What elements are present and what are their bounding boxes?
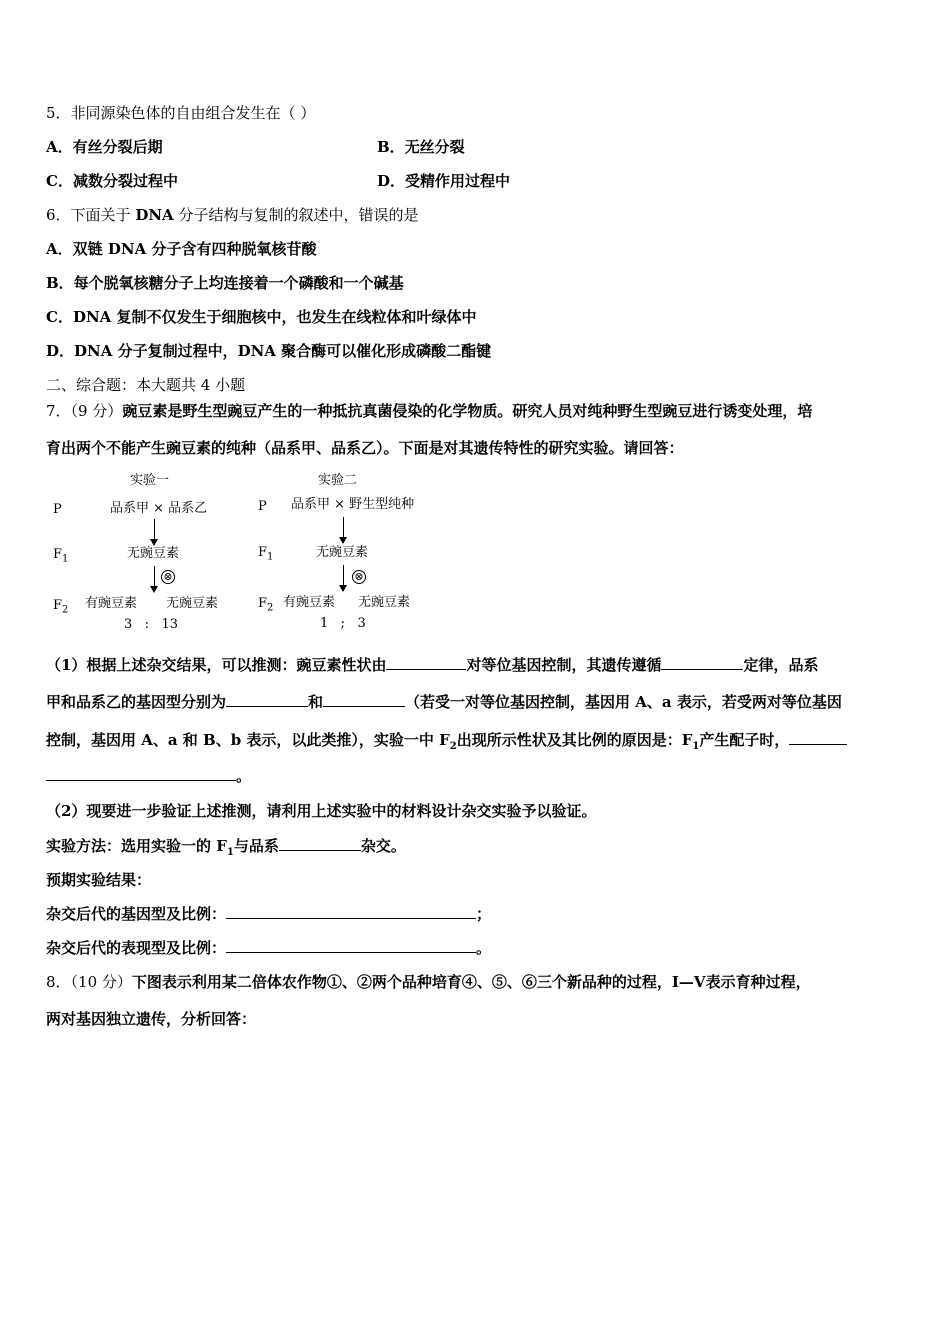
q5-option-d: D．受精作用过程中 bbox=[377, 172, 511, 190]
q8-line2: 两对基因独立遗传，分析回答： bbox=[46, 1010, 257, 1028]
q7-part2-line5 bbox=[46, 938, 491, 958]
exp2-arrow-2 bbox=[343, 565, 344, 587]
q7-part1-l3-b: 出现所示性状及其比例的原因是：F bbox=[456, 731, 693, 749]
q7-part2-line4 bbox=[46, 904, 491, 924]
exp1-title: 实验一 bbox=[130, 473, 170, 488]
q8-line1 bbox=[46, 972, 811, 992]
q5-option-a: A．有丝分裂后期 bbox=[46, 138, 163, 156]
exp1-f1-label bbox=[53, 547, 68, 568]
q7-part1-l1-c: 定律，品系 bbox=[743, 656, 819, 674]
exp1-f2-label-text: F bbox=[53, 598, 63, 613]
exp2-arrow-2-head bbox=[339, 585, 347, 592]
q7-part1-l2-c: （若受一对等位基因控制，基因用 A、a 表示，若受两对等位基因 bbox=[405, 693, 842, 711]
exp2-cross: 品系甲 × 野生型纯种 bbox=[291, 497, 415, 512]
q7-part2-l2-a: 实验方法：选用实验一的 F bbox=[46, 837, 227, 855]
exp2-arrow-1-head bbox=[339, 537, 347, 544]
q5-stem: 5．非同源染色体的自由组合发生在（ ） bbox=[46, 104, 316, 122]
q7-line1-text: 豌豆素是野生型豌豆产生的一种抵抗真菌侵染的化学物质。研究人员对纯种野生型豌豆进行诱变处理，培 bbox=[122, 402, 813, 420]
answer-blank[interactable] bbox=[661, 655, 743, 670]
q7-part2-l2-c: 杂交。 bbox=[360, 837, 406, 855]
answer-blank[interactable] bbox=[279, 836, 361, 851]
exp2-p-label: P bbox=[258, 499, 267, 514]
exp1-f1-label-sub: 1 bbox=[62, 553, 69, 565]
q7-part2-l4-end: ； bbox=[476, 905, 492, 923]
exp1-ratio: 3 : 13 bbox=[124, 617, 178, 632]
exp1-arrow-2 bbox=[154, 566, 155, 588]
q6-option-b: B．每个脱氧核糖分子上均连接着一个磷酸和一个碱基 bbox=[46, 274, 404, 292]
q6-stem-dna: DNA bbox=[135, 206, 174, 224]
answer-blank[interactable] bbox=[226, 904, 476, 919]
q7-part2-line2 bbox=[46, 836, 406, 863]
exp2-title: 实验二 bbox=[318, 473, 358, 488]
q6-option-a: A．双链 DNA 分子含有四种脱氧核苷酸 bbox=[46, 240, 317, 258]
q7-part1-l1-a: （1）根据上述杂交结果，可以推测：豌豆素性状由 bbox=[46, 656, 387, 674]
exp1-arrow-1 bbox=[154, 519, 155, 541]
exp1-arrow-2-head bbox=[150, 586, 158, 593]
q7-part2-line1: （2）现要进一步验证上述推测，请利用上述实验中的材料设计杂交实验予以验证。 bbox=[46, 802, 597, 820]
exp1-cross: 品系甲 × 品系乙 bbox=[110, 501, 208, 516]
exp1-f2-label bbox=[53, 598, 68, 619]
q7-part1-l3-c: 产生配子时， bbox=[699, 731, 790, 749]
exp2-f1: 无豌豆素 bbox=[316, 545, 369, 560]
answer-blank[interactable] bbox=[46, 766, 236, 781]
exp2-f2-label bbox=[258, 596, 273, 617]
exp1-f1: 无豌豆素 bbox=[127, 546, 180, 561]
q5-option-c: C．减数分裂过程中 bbox=[46, 172, 178, 190]
q7-part1-l1-b: 对等位基因控制，其遗传遵循 bbox=[466, 656, 662, 674]
q7-part2-l2-sub: 1 bbox=[226, 847, 234, 858]
exp2-self-icon: ⊗ bbox=[352, 570, 366, 584]
q7-part2-line3: 预期实验结果： bbox=[46, 871, 152, 889]
exp2-f2-label-text: F bbox=[258, 596, 268, 611]
q8-number: 8．（10 分） bbox=[46, 973, 132, 991]
q7-part1-l2-a: 甲和品系乙的基因型分别为 bbox=[46, 693, 227, 711]
q7-number: 7．（9 分） bbox=[46, 402, 123, 420]
answer-blank[interactable] bbox=[323, 692, 405, 707]
exp2-f1-label bbox=[258, 545, 273, 566]
exp1-p-label: P bbox=[53, 502, 62, 517]
answer-blank[interactable] bbox=[386, 655, 466, 670]
exp2-f1-label-sub: 1 bbox=[267, 551, 274, 563]
exp2-f1-label-text: F bbox=[258, 545, 268, 560]
exp2-f2-b: 无豌豆素 bbox=[358, 595, 411, 610]
q6-stem-pre: 6．下面关于 bbox=[46, 206, 136, 224]
q7-part1-line3 bbox=[46, 730, 847, 757]
q7-part1-l3-sub1: 2 bbox=[449, 741, 457, 752]
q6-stem-post: 分子结构与复制的叙述中，错误的是 bbox=[173, 206, 419, 224]
exp1-f1-label-text: F bbox=[53, 547, 63, 562]
q7-part2-l5-a: 杂交后代的表现型及比例： bbox=[46, 939, 227, 957]
q7-part2-l5-end: 。 bbox=[476, 939, 492, 957]
exp1-f2-label-sub: 2 bbox=[62, 604, 69, 616]
exp1-f2-b: 无豌豆素 bbox=[166, 596, 219, 611]
q5-option-b: B．无丝分裂 bbox=[377, 138, 465, 156]
exp2-arrow-1 bbox=[343, 517, 344, 539]
answer-blank[interactable] bbox=[226, 938, 476, 953]
exp1-f2-a: 有豌豆素 bbox=[85, 596, 138, 611]
q7-part1-l3-sub2: 1 bbox=[692, 741, 700, 752]
q7-part2-l2-b: 与品系 bbox=[233, 837, 279, 855]
q7-part1-line1 bbox=[46, 655, 818, 675]
q6-option-d: D．DNA 分子复制过程中，DNA 聚合酶可以催化形成磷酸二酯键 bbox=[46, 342, 492, 360]
exp1-self-icon: ⊗ bbox=[161, 570, 175, 584]
q7-line1 bbox=[46, 401, 812, 421]
q8-line1-text: 下图表示利用某二倍体农作物①、②两个品种培育④、⑤、⑥三个新品种的过程，Ⅰ—Ⅴ表示育种过程， bbox=[131, 973, 811, 991]
answer-blank[interactable] bbox=[226, 692, 308, 707]
q7-part1-l4-end: 。 bbox=[236, 767, 252, 785]
q7-line2: 育出两个不能产生豌豆素的纯种（品系甲、品系乙）。下面是对其遗传特性的研究实验。请回答： bbox=[46, 439, 684, 457]
exp2-f2-label-sub: 2 bbox=[267, 602, 274, 614]
section-heading: 二、综合题：本大题共 4 小题 bbox=[46, 376, 246, 394]
exp2-ratio: 1 ; 3 bbox=[320, 616, 366, 631]
exp1-arrow-1-head bbox=[150, 539, 158, 546]
answer-blank[interactable] bbox=[789, 730, 847, 745]
q7-part2-l4-a: 杂交后代的基因型及比例： bbox=[46, 905, 227, 923]
q7-part1-l2-b: 和 bbox=[308, 693, 324, 711]
exp2-f2-a: 有豌豆素 bbox=[283, 595, 336, 610]
q6-stem bbox=[46, 205, 418, 225]
q7-part1-l3-a: 控制，基因用 A、a 和 B、b 表示，以此类推），实验一中 F bbox=[46, 731, 450, 749]
q7-part1-line2 bbox=[46, 692, 842, 712]
q6-option-c: C．DNA 复制不仅发生于细胞核中，也发生在线粒体和叶绿体中 bbox=[46, 308, 477, 326]
q7-part1-line4 bbox=[46, 766, 251, 786]
